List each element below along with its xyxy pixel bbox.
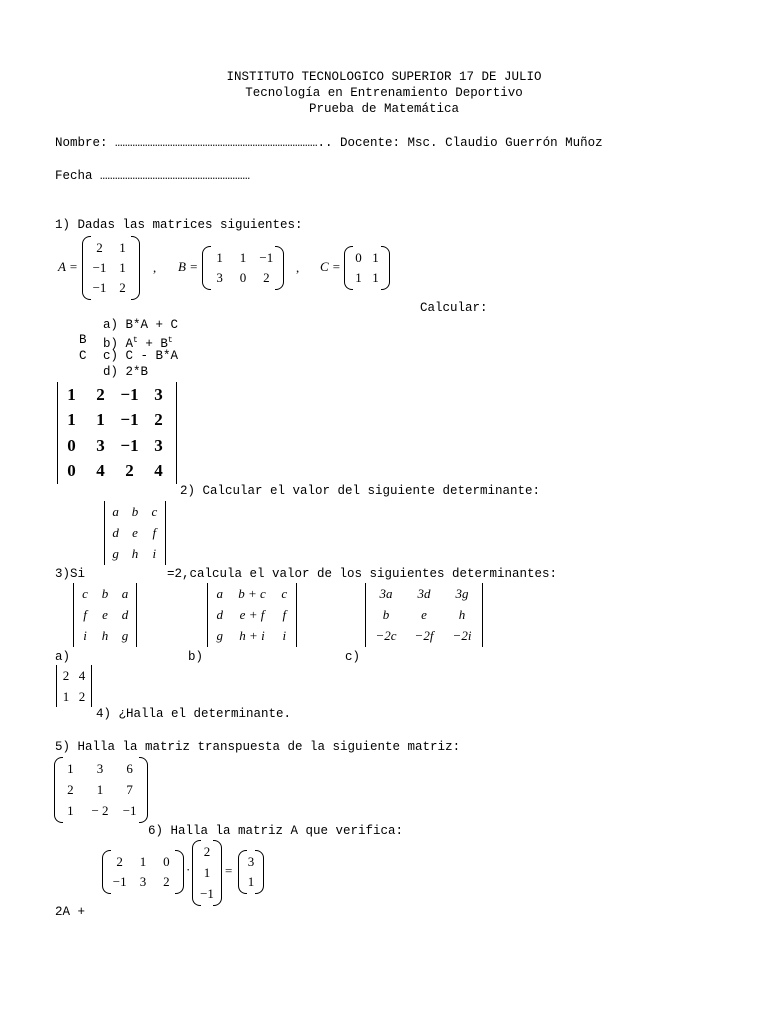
cell: i	[282, 628, 287, 644]
student-teacher-line: Nombre: ……………………………………………………………………….. Docente: Msc. Claudio Guerrón Muñoz	[55, 136, 603, 150]
determinant-4x4	[57, 382, 177, 484]
cell: e	[421, 606, 427, 622]
cell: g	[121, 628, 129, 644]
det-bar-left	[207, 583, 208, 647]
cell: −2c	[375, 628, 397, 644]
det-3c-cells	[367, 583, 481, 647]
cell: g	[112, 546, 119, 562]
cell: 3	[247, 854, 255, 869]
cell: 2	[116, 854, 123, 869]
cell: 2	[203, 844, 211, 860]
calc-label: Calcular:	[420, 301, 488, 315]
q2-statement: 2) Calcular el valor del siguiente determinante:	[180, 484, 541, 498]
cell: f	[83, 606, 87, 622]
equals-sign: =	[225, 863, 233, 878]
superscript: t	[133, 336, 138, 345]
item-c: c) C - B*A	[103, 349, 179, 363]
cell: 1	[372, 270, 379, 285]
matrix-transpose-cells	[58, 759, 142, 821]
cell: 1	[67, 384, 76, 404]
determinant-3a	[73, 583, 137, 647]
determinant-2x2	[56, 665, 92, 707]
cell: 3	[216, 270, 223, 285]
det-bar-left	[73, 583, 74, 647]
cell: −1	[120, 435, 139, 455]
cell: −1	[259, 250, 274, 265]
det-3b-cells	[209, 583, 295, 647]
matrix-C-label: C =	[320, 259, 341, 274]
det-bar-left	[104, 501, 105, 565]
matrix-C	[320, 246, 395, 290]
cell: 2	[125, 461, 134, 481]
program-title: Tecnología en Entrenamiento Deportivo	[245, 86, 523, 100]
cell: 2	[119, 280, 126, 295]
matrix-transpose	[54, 757, 148, 823]
cell: −1	[92, 260, 107, 275]
cell: −1	[112, 874, 127, 889]
q6-statement: 6) Halla la matriz A que verifica:	[148, 824, 404, 838]
det-bar-right	[165, 501, 166, 565]
cell: 1	[139, 854, 147, 869]
cell: 2	[96, 240, 103, 255]
cell: i	[152, 546, 157, 562]
vector-q6	[192, 840, 222, 906]
q3-label-b: b)	[188, 650, 204, 664]
matrix-q6-left	[102, 850, 184, 894]
cell: b	[382, 606, 390, 622]
result-vector	[238, 850, 264, 894]
cell: 2	[62, 667, 70, 683]
cell: d	[216, 606, 223, 622]
cell: −1	[120, 384, 139, 404]
det-bar-right	[136, 583, 137, 647]
matrix-q6-left-cells	[108, 852, 178, 892]
cell: 1	[96, 781, 104, 797]
q3-label-c: c)	[345, 650, 361, 664]
q4-statement: 4) ¿Halla el determinante.	[96, 707, 292, 721]
cell: −2f	[414, 628, 434, 644]
cell: 1	[247, 874, 255, 889]
cell: 4	[96, 461, 105, 481]
item-b-text: b) A	[103, 337, 134, 352]
cell: 2	[78, 688, 86, 704]
comma: ,	[296, 260, 300, 275]
cell: 2	[67, 781, 74, 797]
vector-q6-cells	[196, 842, 218, 904]
superscript: t	[167, 336, 173, 345]
cell: − 2	[91, 802, 109, 818]
cell: b	[101, 585, 109, 601]
item-c-prefix: C	[79, 349, 87, 363]
cell: 1	[96, 410, 105, 430]
q7-statement: 2A +	[55, 905, 86, 919]
determinant-3b	[207, 583, 297, 647]
det-bar-left	[365, 583, 366, 647]
det-abc-cells	[106, 501, 164, 565]
cell: 1	[239, 250, 247, 265]
cell: −1	[200, 885, 214, 901]
cell: 7	[126, 781, 133, 797]
exam-title: Prueba de Matemática	[308, 102, 460, 116]
cell: 1	[67, 410, 76, 430]
cell: e + f	[239, 606, 265, 622]
cell: 3	[154, 435, 163, 455]
cell: 0	[163, 854, 170, 869]
q3-si: 3)Si	[55, 567, 86, 581]
det2-cells	[58, 665, 90, 707]
cell: 6	[126, 761, 133, 777]
item-d: d) 2*B	[103, 365, 149, 379]
matrix-A-label: A =	[58, 259, 78, 274]
det-3a-cells	[75, 583, 135, 647]
cell: 3g	[455, 585, 469, 601]
cell: b	[131, 503, 139, 519]
determinant-abc	[104, 501, 166, 565]
cell: 3	[96, 435, 105, 455]
cell: c	[281, 585, 288, 601]
q3-statement: =2,calcula el valor de los siguientes determinantes:	[167, 567, 558, 581]
cell: 3	[139, 874, 147, 889]
cell: 3a	[379, 585, 393, 601]
cell: 3	[96, 761, 104, 777]
cell: 2	[154, 410, 163, 430]
matrix-A-cells	[88, 238, 134, 298]
det-bar-right	[482, 583, 483, 647]
cell: h	[101, 628, 109, 644]
det-bar-right	[296, 583, 297, 647]
cell: c	[151, 503, 158, 519]
det-bar-right	[91, 665, 92, 707]
item-b-text: + B	[137, 337, 168, 352]
cell: 1	[216, 250, 223, 265]
cell: 2	[263, 270, 270, 285]
cell: h	[458, 606, 466, 622]
cell: g	[216, 628, 223, 644]
item-b-prefix: B	[79, 333, 87, 347]
comma: ,	[153, 260, 157, 275]
cell: e	[132, 524, 138, 540]
matrix-B-label: B =	[178, 259, 198, 274]
cell: 0	[239, 270, 247, 285]
matrix-B-cells	[208, 248, 278, 288]
det-bar-right	[176, 382, 177, 484]
matrix-C-cells	[350, 248, 384, 288]
cell: b + c	[238, 585, 266, 601]
cell: 2	[96, 384, 105, 404]
cell: 1	[203, 864, 211, 880]
dot-operator: ·	[186, 862, 191, 877]
cell: 0	[355, 250, 362, 265]
q5-statement: 5) Halla la matriz transpuesta de la siguiente matriz:	[55, 740, 461, 754]
cell: 0	[67, 435, 76, 455]
q1-statement: 1) Dadas las matrices siguientes:	[55, 218, 303, 232]
cell: d	[121, 606, 129, 622]
cell: 3d	[417, 585, 431, 601]
cell: a	[121, 585, 129, 601]
cell: 4	[78, 667, 86, 683]
cell: f	[152, 524, 157, 540]
cell: f	[282, 606, 287, 622]
cell: c	[82, 585, 88, 601]
cell: i	[83, 628, 87, 644]
det4-cells	[57, 382, 173, 484]
q3-label-a: a)	[55, 650, 71, 664]
cell: a	[216, 585, 223, 601]
cell: 4	[154, 461, 163, 481]
matrix-B	[178, 246, 288, 290]
cell: 1	[119, 260, 126, 275]
institution-title: INSTITUTO TECNOLOGICO SUPERIOR 17 DE JULIO	[226, 70, 542, 84]
result-vector-cells	[242, 852, 260, 892]
cell: 1	[372, 250, 379, 265]
cell: a	[112, 503, 119, 519]
cell: 1	[119, 240, 126, 255]
cell: −2i	[452, 628, 472, 644]
cell: 1	[355, 270, 362, 285]
cell: −1	[92, 280, 107, 295]
cell: 0	[67, 461, 76, 481]
cell: e	[102, 606, 108, 622]
cell: d	[112, 524, 119, 540]
cell: h	[131, 546, 139, 562]
cell: 1	[67, 802, 74, 818]
cell: −1	[120, 410, 139, 430]
date-line: Fecha ……………………………………………………	[55, 169, 251, 183]
item-a: a) B*A + C	[103, 318, 179, 332]
cell: 3	[154, 384, 163, 404]
cell: −1	[122, 802, 137, 818]
cell: 2	[163, 874, 170, 889]
cell: 1	[67, 761, 74, 777]
cell: 1	[62, 688, 70, 704]
matrix-A	[58, 236, 158, 300]
det-bar-left	[56, 665, 57, 707]
determinant-3c	[365, 583, 483, 647]
cell: h + i	[239, 628, 265, 644]
